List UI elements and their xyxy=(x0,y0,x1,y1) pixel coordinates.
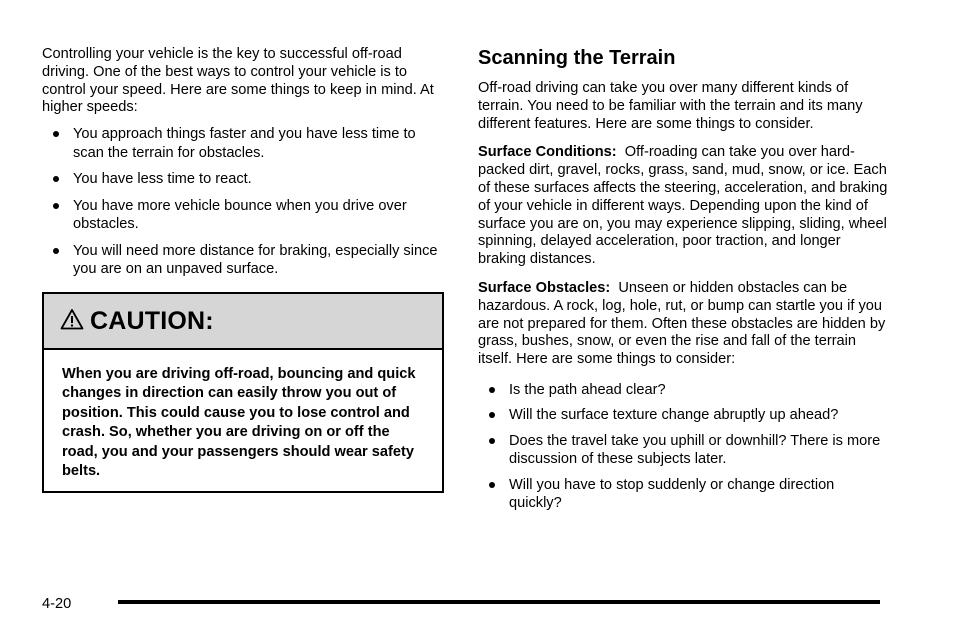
bullet-icon xyxy=(489,482,495,488)
page-number: 4-20 xyxy=(42,596,72,612)
list-item: Does the travel take you uphill or downhill? There is more discussion of these subjects later. xyxy=(478,432,888,469)
list-item: You approach things faster and you have less time to scan the terrain for obstacles. xyxy=(42,125,444,162)
warning-triangle-icon xyxy=(60,308,90,335)
list-item: You have less time to react. xyxy=(42,170,444,189)
caution-box xyxy=(42,292,444,493)
section-heading: Scanning the Terrain xyxy=(478,47,676,69)
bullet-icon xyxy=(489,438,495,444)
bullet-icon xyxy=(53,248,59,254)
list-item: Will the surface texture change abruptly up ahead? xyxy=(478,406,888,425)
bullet-icon xyxy=(489,387,495,393)
bullet-icon xyxy=(53,203,59,209)
surface-obstacles-paragraph xyxy=(478,280,888,369)
bullet-icon xyxy=(53,176,59,182)
caution-title: CAUTION: xyxy=(90,306,214,335)
intro-paragraph: Controlling your vehicle is the key to successful off-road driving. One of the best ways to control your vehicle is to control your speed. Here are some things to keep in mind. At higher speeds: xyxy=(42,46,434,116)
terrain-intro-paragraph: Off-road driving can take you over many different kinds of terrain. You need to be familiar with the terrain and its many different features. Here are some things to consider. xyxy=(478,80,863,132)
list-item: You have more vehicle bounce when you drive over obstacles. xyxy=(42,197,444,234)
footer-rule xyxy=(118,600,880,604)
surface-conditions-label: Surface Conditions: xyxy=(478,144,617,161)
surface-conditions-paragraph xyxy=(478,144,888,269)
surface-conditions-text: Off-roading can take you over hard-packed dirt, gravel, rocks, grass, sand, mud, snow, or ice. Each of these surfaces affects the steering, acceleration, and braking of your vehicle in different ways. Depending upon the kind of surface you are on, you may experience slipping, sliding, wheel spinning, delayed acceleration, poor traction, and longer braking distances. xyxy=(478,144,888,268)
surface-obstacles-text: Unseen or hidden obstacles can be hazardous. A rock, log, hole, rut, or bump can startle you if you are not prepared for them. Often these obstacles are hidden by grass, bushes, snow, or even the rise and fall of the terrain itself. Here are some things to consider: xyxy=(478,279,886,368)
left-column xyxy=(42,46,444,287)
obstacle-bullet-list xyxy=(478,381,888,513)
caution-body-text: When you are driving off-road, bouncing and quick changes in direction can easily throw you out of position. This could cause you to lose control and crash. So, whether you are driving on or off the road, you and your passengers should wear safety belts. xyxy=(62,366,416,480)
list-item: Will you have to stop suddenly or change direction quickly? xyxy=(478,476,888,513)
bullet-icon xyxy=(489,412,495,418)
list-item: Is the path ahead clear? xyxy=(478,381,888,400)
bullet-icon xyxy=(53,131,59,137)
surface-obstacles-label: Surface Obstacles: xyxy=(478,279,611,296)
list-item: You will need more distance for braking, especially since you are on an unpaved surface. xyxy=(42,242,444,279)
caution-header xyxy=(44,294,442,350)
speed-bullet-list xyxy=(42,125,444,279)
right-column xyxy=(478,46,888,520)
